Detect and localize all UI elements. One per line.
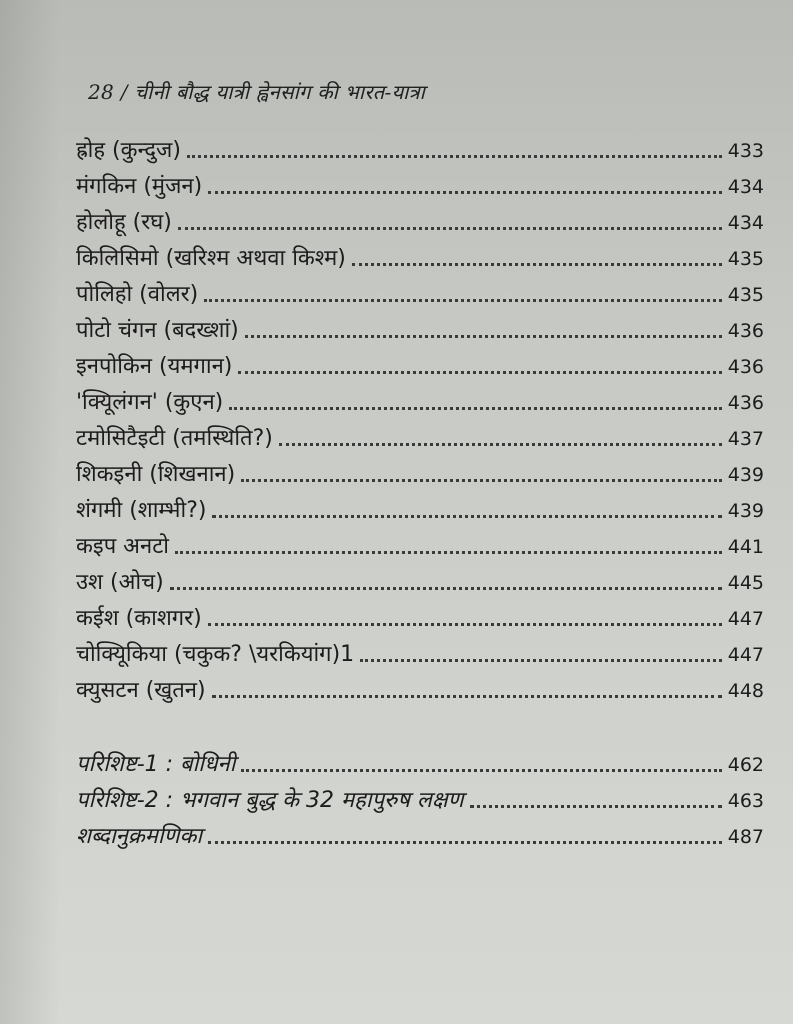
toc-entry-title: टमोसिटैइटी (तमस्थिति?) [76,426,273,451]
toc-appendix-page: 462 [727,754,764,776]
toc-entry-page: 447 [727,644,764,666]
dot-leader [187,154,722,158]
toc-entry-page: 447 [727,608,764,630]
dot-leader [212,694,722,698]
toc-entry-page: 435 [727,284,764,306]
toc-entry-page: 436 [727,320,764,342]
toc-entry [76,344,764,380]
dot-leader [170,586,722,590]
dot-leader [208,840,722,844]
toc-entry [76,560,764,596]
dot-leader [279,442,722,446]
toc-entry-title: शंगमी (शाम्भी?) [76,498,207,523]
toc-entry [76,596,764,632]
dot-leader [212,514,721,518]
toc-entry-page: 435 [727,248,764,270]
toc-entry-page: 436 [727,356,764,378]
toc-appendix-title: शब्दानुक्रमणिका [76,824,203,849]
dot-leader [229,406,721,410]
toc-entry [76,632,764,668]
toc-entry [76,488,764,524]
toc-entry-title: ह्रोह (कुन्दुज) [76,138,181,163]
toc-entry-title: किलिसिमो (खरिश्म अथवा किश्म) [76,246,346,271]
toc-entry-title: पोटो चंगन (बदख्शां) [76,318,239,343]
toc-entry-page: 439 [727,500,764,522]
toc-appendix-entry [76,778,764,814]
dot-leader [175,550,722,554]
toc-appendix-page: 487 [727,826,764,848]
toc-appendix-page: 463 [727,790,764,812]
toc-appendix-entry [76,814,764,850]
toc-entry-page: 445 [727,572,764,594]
toc-entry-title: उश (ओच) [76,570,164,595]
dot-leader [241,768,721,772]
toc-entry [76,452,764,488]
toc-entry-page: 436 [727,392,764,414]
toc-entry-title: होलोहू (रघ) [76,210,172,235]
dot-leader [470,804,722,808]
toc-entry [76,200,764,236]
toc-entry-title: शिकइनी (शिखनान) [76,462,236,487]
toc-entry-title: 'क्यिूलंगन' (कुएन) [76,390,224,415]
toc-entry-page: 439 [727,464,764,486]
toc-entry-title: पोलिहो (वोलर) [76,282,199,307]
toc-entry-page: 434 [727,176,764,198]
toc-appendix-title: परिशिष्ट-2 : भगवान बुद्ध के 32 महापुरुष लक्षण [76,788,464,813]
toc-appendix-title: परिशिष्ट-1 : बोधिनी [76,752,236,777]
dot-leader [241,478,722,482]
toc-entry-page: 434 [727,212,764,234]
toc-entry-title: मंगकिन (मुंजन) [76,174,203,199]
dot-leader [208,622,722,626]
running-header: 28 / चीनी बौद्ध यात्री ह्वेनसांग की भारत-यात्रा [88,80,426,104]
toc-entry [76,164,764,200]
dot-leader [245,334,722,338]
toc-entry [76,416,764,452]
dot-leader [352,262,722,266]
toc-entry-title: कईश (काशगर) [76,606,202,631]
toc-entry [76,308,764,344]
toc-entry-title: चोक्यिूकिया (चकुक? \यरकियांग)1 [76,642,355,667]
dot-leader [204,298,722,302]
toc-entry-title: कइप अनटो [76,534,169,559]
toc-entry [76,236,764,272]
toc-entry [76,272,764,308]
page-shadow [0,0,60,1024]
toc-entry-page: 437 [727,428,764,450]
toc-appendix-entry [76,742,764,778]
toc-entry [76,128,764,164]
toc-entry [76,380,764,416]
toc-entry-title: क्युसटन (खुतन) [76,678,206,703]
toc-entry-page: 448 [727,680,764,702]
toc-entry-page: 441 [727,536,764,558]
dot-leader [178,226,722,230]
dot-leader [208,190,722,194]
toc-entry-page: 433 [727,140,764,162]
toc-entry [76,668,764,704]
dot-leader [360,658,722,662]
dot-leader [238,370,721,374]
toc-entry [76,524,764,560]
toc-entry-title: इनपोकिन (यमगान) [76,354,233,379]
